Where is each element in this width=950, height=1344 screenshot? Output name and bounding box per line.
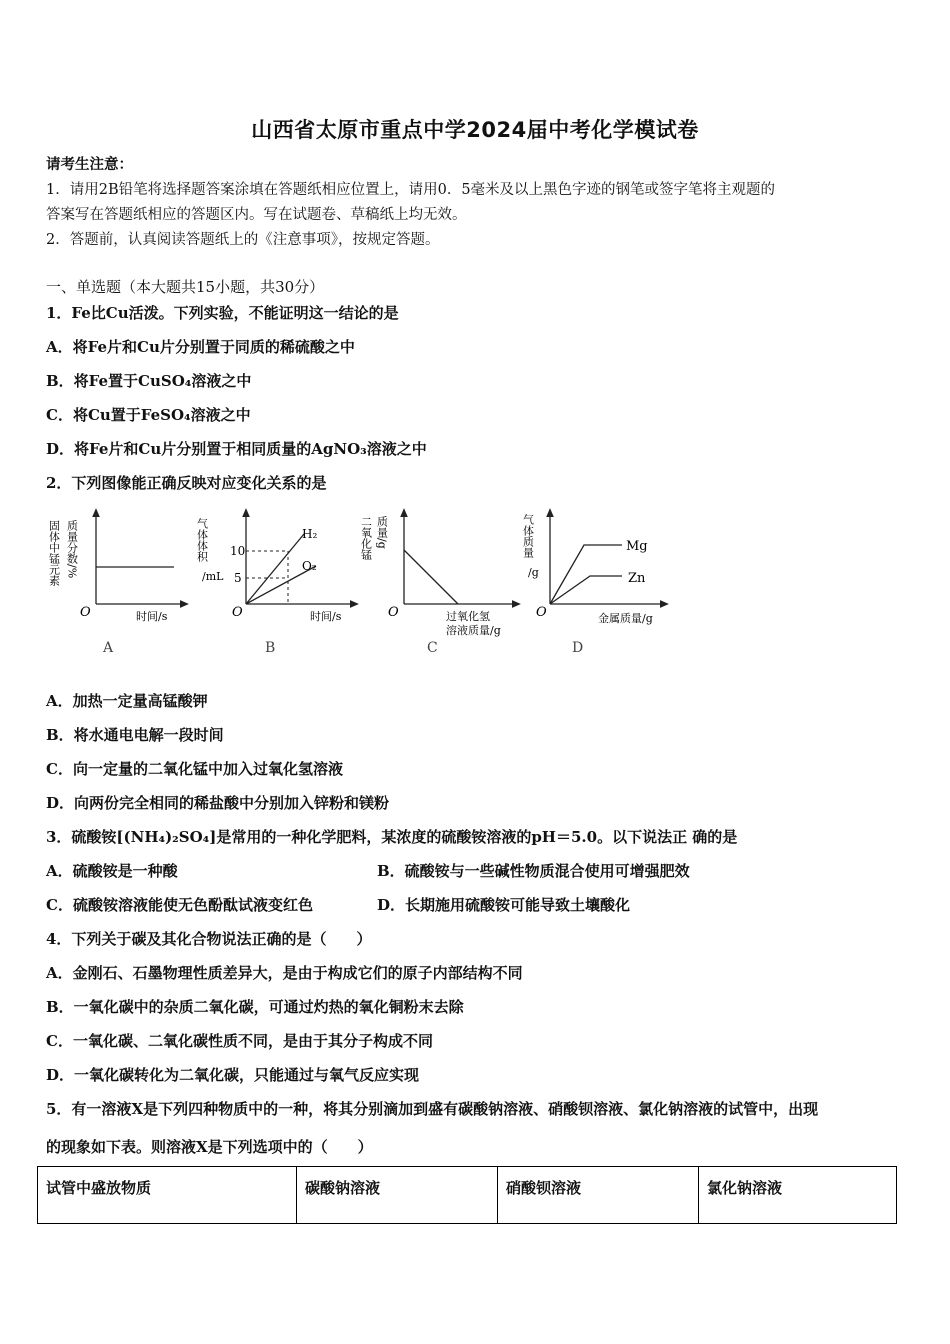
graph-d-zn-line <box>550 576 622 604</box>
graph-d-mg-label: Mg <box>626 539 648 554</box>
notice-header: 请考生注意： <box>46 156 133 173</box>
graph-b-tick-5: 5 <box>234 571 242 585</box>
graph-a <box>47 500 190 630</box>
question-5-stem: 的现象如下表。则溶液X是下列选项中的（ ） <box>46 1138 373 1156</box>
table-header-cell: 碳酸钠溶液 <box>297 1167 498 1224</box>
question-2-stem: 2．下列图像能正确反映对应变化关系的是 <box>46 474 327 492</box>
question-4-option-b: B．一氧化碳中的杂质二氧化碳，可通过灼热的氧化铜粉末去除 <box>46 998 464 1016</box>
question-3-option-a: A．硫酸铵是一种酸 <box>46 862 178 880</box>
table-header-cell: 氯化钠溶液 <box>699 1167 897 1224</box>
question-2-option-d: D．向两份完全相同的稀盐酸中分别加入锌粉和镁粉 <box>46 794 390 812</box>
table-header-cell: 试管中盛放物质 <box>38 1167 297 1224</box>
graph-d-ylabel: 气体质量 <box>521 514 535 558</box>
graph-b-ylabel: 气体体积 <box>195 518 209 562</box>
graph-d-label: D <box>572 640 584 656</box>
section-heading: 一、单选题（本大题共15小题，共30分） <box>46 278 325 296</box>
graph-d-zn-label: Zn <box>628 571 646 586</box>
question-3-option-b: B．硫酸铵与一些碱性物质混合使用可增强肥效 <box>377 862 690 880</box>
question-4-option-d: D．一氧化碳转化为二氧化碳，只能通过与氧气反应实现 <box>46 1066 420 1084</box>
graph-c <box>359 500 522 640</box>
notice-line: 2．答题前，认真阅读答题纸上的《注意事项》，按规定答题。 <box>46 232 440 248</box>
notice-line: 答案写在答题纸相应的答题区内。写在试题卷、草稿纸上均无效。 <box>46 207 467 223</box>
graph-c-origin: O <box>388 605 399 620</box>
table-header-cell: 硝酸钡溶液 <box>498 1167 699 1224</box>
graph-a-xlabel: 时间/s <box>136 610 168 623</box>
question-2-option-b: B．将水通电电解一段时间 <box>46 726 224 744</box>
graph-b-o2-label: O₂ <box>302 559 317 573</box>
graph-b-h2-line <box>246 534 304 604</box>
graph-a-origin: O <box>80 605 91 620</box>
question-4-option-a: A．金刚石、石墨物理性质差异大，是由于构成它们的原子内部结构不同 <box>46 964 523 982</box>
graph-a-ylabel: 质量分数/% <box>65 520 79 579</box>
question-3-option-d: D．长期施用硫酸铵可能导致土壤酸化 <box>377 896 631 914</box>
question-1-stem: 1．Fe比Cu活泼。下列实验，不能证明这一结论的是 <box>46 304 399 322</box>
graph-c-xlabel: 溶液质量/g <box>446 624 501 637</box>
question-2-option-c: C．向一定量的二氧化锰中加入过氧化氢溶液 <box>46 760 343 778</box>
graph-a-ylabel: 固体中锰元素 <box>47 520 61 586</box>
question-1-option-c: C．将Cu置于FeSO₄溶液之中 <box>46 406 251 424</box>
question-1-option-b: B．将Fe置于CuSO₄溶液之中 <box>46 372 252 390</box>
graph-b-origin: O <box>232 605 243 620</box>
graph-b-xlabel: 时间/s <box>310 610 342 623</box>
graph-c-xlabel: 过氧化氢 <box>446 610 490 623</box>
graph-d-ylabel: /g <box>528 566 539 579</box>
question-4-option-c: C．一氧化碳、二氧化碳性质不同，是由于其分子构成不同 <box>46 1032 433 1050</box>
graph-b-h2-label: H₂ <box>302 527 318 541</box>
table-row <box>38 1167 897 1224</box>
graph-c-label: C <box>427 640 438 656</box>
question-5-table <box>37 1166 897 1224</box>
graph-c-ylabel: 质量/g <box>375 516 389 549</box>
question-5-stem: 5．有一溶液X是下列四种物质中的一种，将其分别滴加到盛有碳酸钠溶液、硝酸钡溶液、氯化钠溶液的试管中，出现 <box>46 1100 819 1118</box>
graph-c-ylabel: 二氧化锰 <box>359 516 373 560</box>
graph-c-line <box>404 550 458 604</box>
graph-d-mg-line <box>550 545 622 604</box>
graph-b <box>195 500 360 630</box>
graph-a-label: A <box>103 640 114 656</box>
graph-d-origin: O <box>536 605 547 620</box>
question-1-option-d: D．将Fe片和Cu片分别置于相同质量的AgNO₃溶液之中 <box>46 440 427 458</box>
question-3-option-c: C．硫酸铵溶液能使无色酚酞试液变红色 <box>46 896 313 914</box>
graph-b-ylabel: /mL <box>202 570 224 583</box>
question-2-option-a: A．加热一定量高锰酸钾 <box>46 692 208 710</box>
notice-line: 1．请用2B铅笔将选择题答案涂填在答题纸相应位置上，请用0．5毫米及以上黑色字迹的钢笔或签字笔将主观题的 <box>46 182 776 198</box>
page-title: 山西省太原市重点中学2024届中考化学模试卷 <box>251 118 699 142</box>
question-1-option-a: A．将Fe片和Cu片分别置于同质的稀硫酸之中 <box>46 338 355 356</box>
question-4-stem: 4．下列关于碳及其化合物说法正确的是（ ） <box>46 930 372 948</box>
graph-b-label: B <box>265 640 276 656</box>
graph-d-xlabel: 金属质量/g <box>598 612 653 625</box>
graph-b-tick-10: 10 <box>230 544 246 558</box>
graph-d <box>520 500 680 630</box>
question-3-stem: 3．硫酸铵[(NH₄)₂SO₄]是常用的一种化学肥料，某浓度的硫酸铵溶液的pH＝5.0。以下说法正 确的是 <box>46 828 738 846</box>
